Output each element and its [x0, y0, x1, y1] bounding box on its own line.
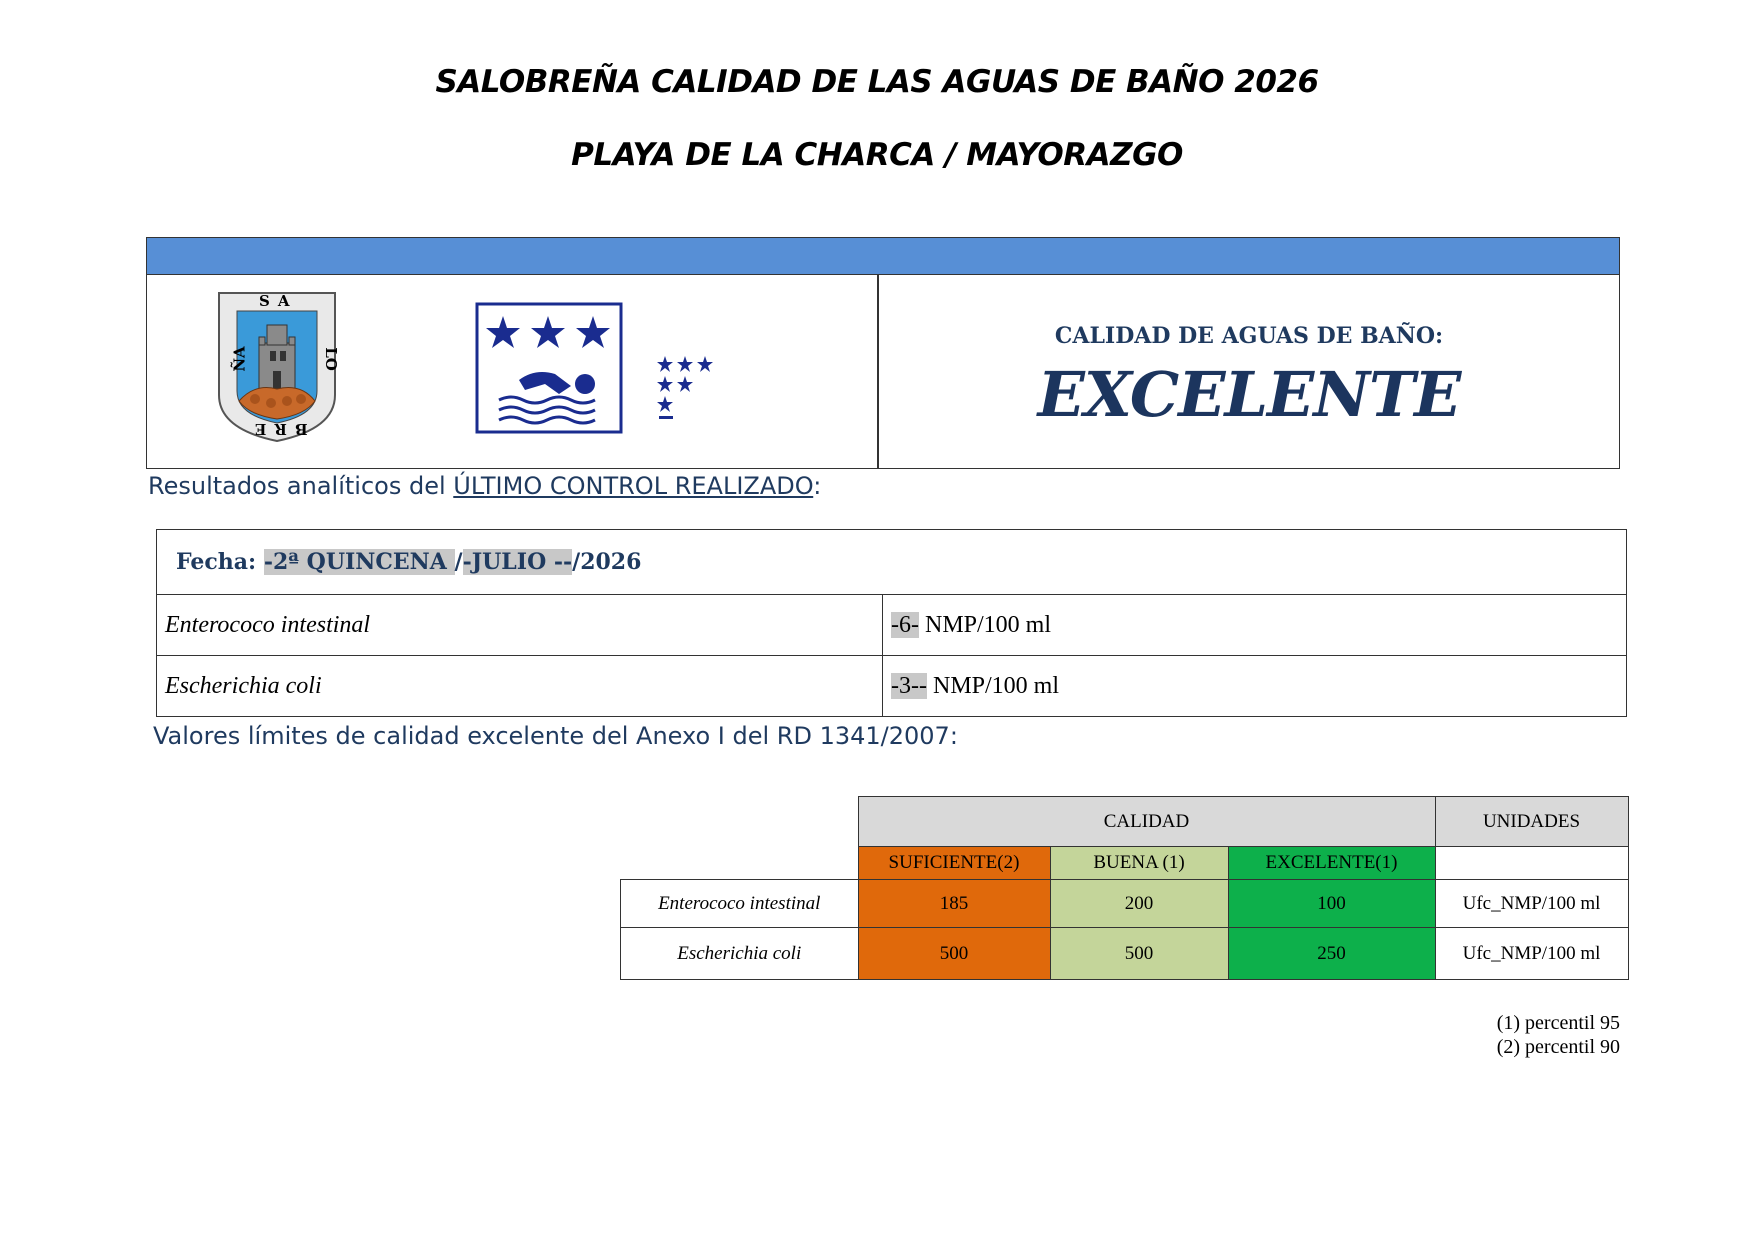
coat-letters-bottom: BRE — [247, 420, 308, 438]
unidades-header: UNIDADES — [1435, 797, 1628, 847]
limit-buena: 500 — [1050, 928, 1228, 980]
limit-suficiente: 185 — [858, 880, 1050, 928]
excelente-header: EXCELENTE(1) — [1228, 847, 1435, 880]
limit-unit: Ufc_NMP/100 ml — [1435, 928, 1628, 980]
table-row — [621, 880, 1629, 928]
limit-parameter-name: Escherichia coli — [621, 928, 859, 980]
parameter-value: -6- NMP/100 ml — [883, 595, 1627, 656]
results-heading-link: ÚLTIMO CONTROL REALIZADO — [453, 472, 814, 500]
madrid-stars-icon — [657, 354, 719, 420]
parameter-value: -3-- NMP/100 ml — [883, 656, 1627, 717]
parameter-name: Escherichia coli — [157, 656, 883, 717]
page-title: SALOBREÑA CALIDAD DE LAS AGUAS DE BAÑO 2026 — [435, 64, 1319, 100]
limit-parameter-name: Enterococo intestinal — [621, 880, 859, 928]
quality-value: EXCELENTE — [1037, 358, 1461, 431]
calidad-header: CALIDAD — [858, 797, 1435, 847]
footnote: (2) percentil 90 — [1496, 1036, 1620, 1058]
footnotes — [1460, 1011, 1620, 1059]
limits-heading: Valores límites de calidad excelente del Anexo I del RD 1341/2007: — [153, 722, 958, 750]
limit-unit: Ufc_NMP/100 ml — [1435, 880, 1628, 928]
unidades-empty — [1435, 847, 1628, 880]
suficiente-header: SUFICIENTE(2) — [858, 847, 1050, 880]
quality-label: CALIDAD DE AGUAS DE BAÑO: — [1054, 323, 1444, 349]
quality-header-box — [146, 237, 1620, 469]
table-row — [157, 595, 1627, 656]
page-subtitle: PLAYA DE LA CHARCA / MAYORAZGO — [571, 137, 1183, 173]
parameter-name: Enterococo intestinal — [157, 595, 883, 656]
fecha-cell: Fecha: -2ª QUINCENA /-JULIO --/2026 — [157, 530, 1627, 595]
buena-header: BUENA (1) — [1050, 847, 1228, 880]
header-bar — [147, 238, 1619, 275]
table-row — [621, 928, 1629, 980]
limit-suficiente: 500 — [858, 928, 1050, 980]
limit-excelente: 100 — [1228, 880, 1435, 928]
limits-table — [620, 796, 1629, 980]
coat-letters-right: LO — [321, 347, 340, 371]
footnote: (1) percentil 95 — [1496, 1012, 1620, 1034]
results-table — [156, 529, 1627, 717]
coat-letters-top: SA — [259, 292, 298, 310]
coat-letters-left: ÑA — [230, 346, 249, 372]
limit-excelente: 250 — [1228, 928, 1435, 980]
results-heading: Resultados analíticos del ÚLTIMO CONTROL REALIZADO: — [148, 472, 822, 500]
limit-buena: 200 — [1050, 880, 1228, 928]
table-row — [157, 656, 1627, 717]
blue-flag-three-stars-swimmer-icon — [475, 302, 623, 434]
